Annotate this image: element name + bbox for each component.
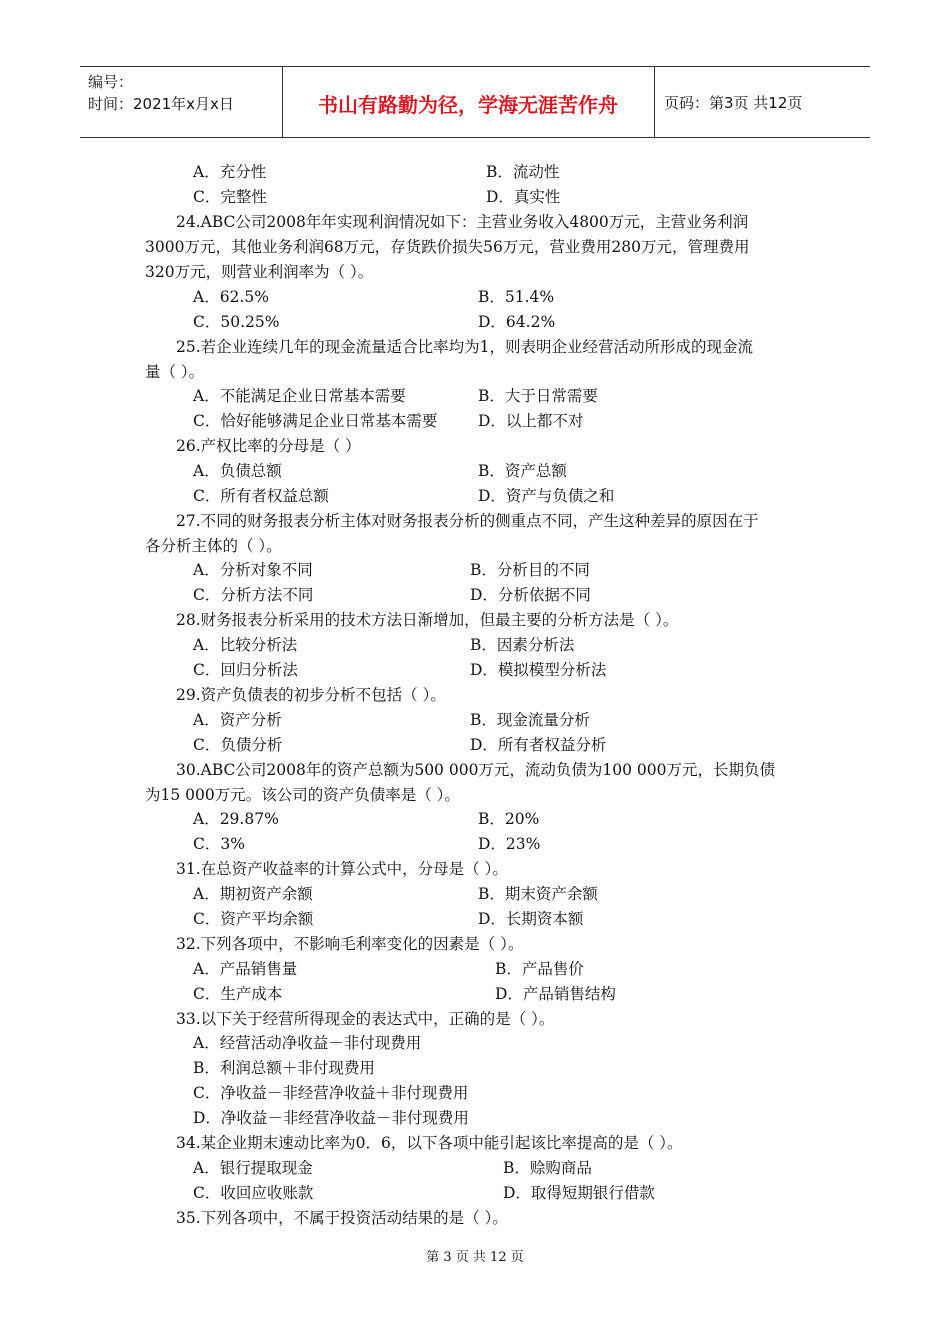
question-30-cont: 为15 000万元。该公司的资产负债率是（ ）。 (145, 786, 460, 804)
option-d: D．所有者权益分析 (470, 736, 607, 754)
option-a: A．62.5% (193, 288, 269, 306)
option-d: D．分析依据不同 (470, 586, 591, 604)
option-c: C．净收益－非经营净收益＋非付现费用 (193, 1084, 469, 1102)
option-b: B．大于日常需要 (478, 387, 598, 405)
option-a: A．银行提取现金 (193, 1159, 313, 1177)
question-25-cont: 量（ ）。 (145, 363, 205, 381)
number-label: 编号： (88, 73, 134, 91)
page-header (80, 66, 870, 138)
option-c: C．恰好能够满足企业日常基本需要 (193, 412, 438, 430)
option-d: D．资产与负债之和 (478, 487, 615, 505)
option-c: C．生产成本 (193, 985, 283, 1003)
option-b: B．51.4% (478, 288, 555, 306)
question-24-cont: 320万元，则营业利润率为（ ）。 (145, 263, 374, 281)
question-25: 25.若企业连续几年的现金流量适合比率均为1，则表明企业经营活动所形成的现金流 (176, 338, 754, 356)
option-a: A．29.87% (193, 810, 279, 828)
option-c: C．完整性 (193, 188, 267, 206)
option-b: B．利润总额＋非付现费用 (193, 1059, 375, 1077)
option-c: C．50.25% (193, 313, 280, 331)
option-b: B．资产总额 (478, 462, 567, 480)
option-d: D．产品销售结构 (495, 985, 616, 1003)
option-d: D．长期资本额 (478, 910, 584, 928)
question-33: 33.以下关于经营所得现金的表达式中，正确的是（ ）。 (176, 1010, 555, 1028)
option-d: D．以上都不对 (478, 412, 584, 430)
question-27-cont: 各分析主体的（ ）。 (145, 537, 282, 555)
option-a: A．负债总额 (193, 462, 282, 480)
question-28: 28.财务报表分析采用的技术方法日渐增加，但最主要的分析方法是（ ）。 (176, 611, 679, 629)
option-a: A．不能满足企业日常基本需要 (193, 387, 406, 405)
question-26: 26.产权比率的分母是（ ） (176, 437, 361, 455)
option-c: C．负债分析 (193, 736, 283, 754)
header-meta (88, 71, 234, 115)
option-a: A．比较分析法 (193, 636, 298, 654)
option-c: C．资产平均余额 (193, 910, 314, 928)
option-d: D．取得短期银行借款 (503, 1184, 655, 1202)
header-page-number: 页码：第3页 共12页 (664, 94, 803, 112)
option-d: D．真实性 (486, 188, 561, 206)
option-a: A．产品销售量 (193, 960, 298, 978)
question-35: 35.下列各项中，不属于投资活动结果的是（ ）。 (176, 1209, 508, 1227)
page-footer: 第 3 页 共 12 页 (426, 1250, 524, 1265)
question-24-cont: 3000万元，其他业务利润68万元，存货跌价损失56万元，营业费用280万元，管理费用 (145, 238, 750, 256)
option-d: D．净收益－非经营净收益－非付现费用 (193, 1109, 469, 1127)
option-b: B．赊购商品 (503, 1159, 592, 1177)
option-b: B．产品售价 (495, 960, 584, 978)
option-c: C．3% (193, 835, 245, 853)
option-c: C．回归分析法 (193, 661, 298, 679)
option-a: A．充分性 (193, 163, 267, 181)
option-b: B．因素分析法 (470, 636, 575, 654)
option-b: B．20% (478, 810, 540, 828)
time-label: 时间：2021年x月x日 (88, 95, 234, 113)
option-c: C．所有者权益总额 (193, 487, 329, 505)
question-32: 32.下列各项中，不影响毛利率变化的因素是（ ）。 (176, 935, 524, 953)
option-a: A．经营活动净收益－非付现费用 (193, 1034, 422, 1052)
question-31: 31.在总资产收益率的计算公式中，分母是（ ）。 (176, 860, 508, 878)
option-d: D．64.2% (478, 313, 556, 331)
option-a: A．分析对象不同 (193, 561, 313, 579)
option-b: B．现金流量分析 (470, 711, 590, 729)
option-d: D．23% (478, 835, 541, 853)
question-24: 24.ABC公司2008年年实现利润情况如下：主营业务收入4800万元，主营业务利润 (176, 213, 749, 231)
option-b: B．期末资产余额 (478, 885, 598, 903)
option-c: C．收回应收账款 (193, 1184, 314, 1202)
option-c: C．分析方法不同 (193, 586, 314, 604)
question-29: 29.资产负债表的初步分析不包括（ ）。 (176, 686, 446, 704)
option-b: B．分析目的不同 (470, 561, 590, 579)
option-a: A．期初资产余额 (193, 885, 313, 903)
option-d: D．模拟模型分析法 (470, 661, 607, 679)
option-b: B．流动性 (486, 163, 560, 181)
question-30: 30.ABC公司2008年的资产总额为500 000万元，流动负债为100 000万元，长期负债 (176, 761, 776, 779)
question-34: 34.某企业期末速动比率为0．6，以下各项中能引起该比率提高的是（ ）。 (176, 1134, 683, 1152)
question-27: 27.不同的财务报表分析主体对财务报表分析的侧重点不同，产生这种差异的原因在于 (176, 512, 759, 530)
option-a: A．资产分析 (193, 711, 282, 729)
header-divider (654, 67, 655, 137)
header-motto: 书山有路勤为径，学海无涯苦作舟 (318, 93, 618, 117)
